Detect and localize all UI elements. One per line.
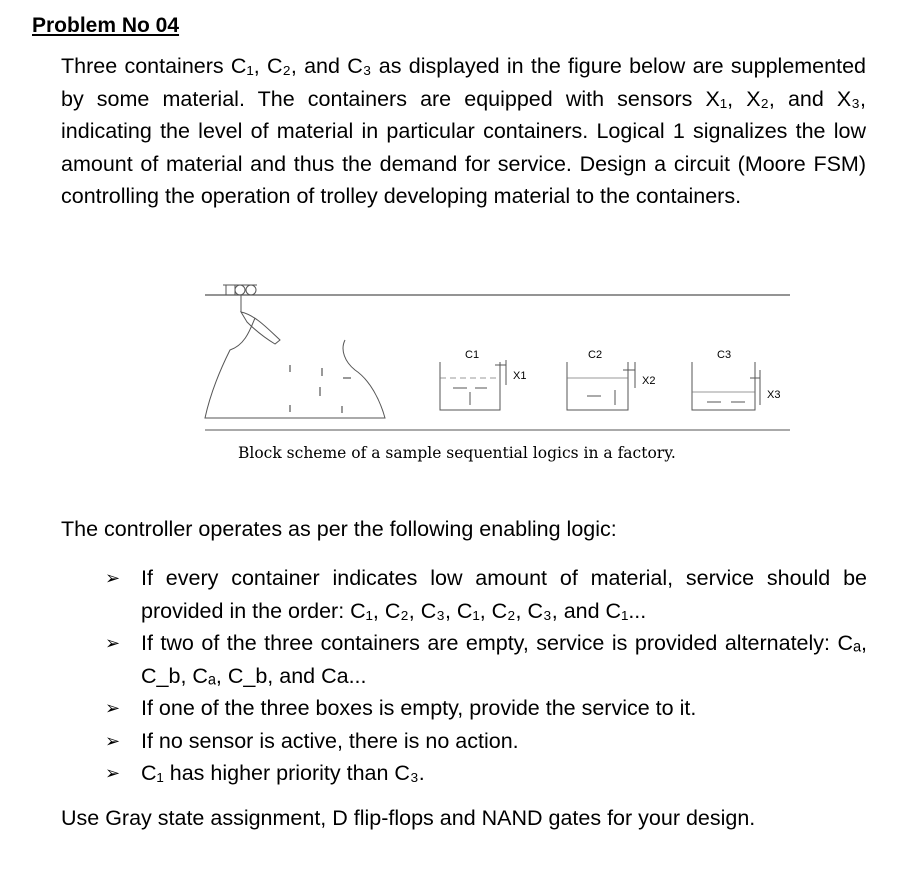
rule-text: If every container indicates low amount of material, service should be provided in the order: C₁, C₂, C₃, C₁, C₂, C₃, and C₁... [141, 566, 867, 623]
arrowhead-bullet-icon: ➢ [105, 763, 121, 783]
problem-title: Problem No 04 [32, 14, 180, 37]
arrowhead-bullet-icon: ➢ [105, 633, 121, 653]
list-item [105, 562, 867, 627]
container-c3-label: C3 [717, 349, 732, 361]
list-item [105, 692, 867, 725]
rules-list [105, 562, 867, 790]
list-item [105, 627, 867, 692]
container-c2-label: C2 [588, 349, 603, 361]
container-c2 [567, 349, 655, 410]
sensor-x1-label: X1 [513, 370, 527, 382]
trolley-bag-icon [205, 312, 385, 418]
sensor-x2-label: X2 [642, 375, 656, 387]
rule-text: If two of the three containers are empty, service is provided alternately: Cₐ, C_b, Cₐ, C_b, and Ca... [141, 631, 867, 688]
rule-text: C₁ has higher priority than C₃. [141, 761, 425, 785]
sensor-x3-label: X3 [767, 389, 781, 401]
figure-caption: Block scheme of a sample sequential logics in a factory. [238, 444, 676, 462]
factory-block-scheme [195, 270, 795, 470]
container-c1-label: C1 [465, 349, 480, 361]
arrowhead-bullet-icon: ➢ [105, 730, 121, 751]
container-c3 [692, 349, 780, 410]
rule-text: If no sensor is active, there is no action. [141, 728, 519, 753]
list-item [105, 757, 867, 790]
problem-intro: Three containers C₁, C₂, and C₃ as displayed in the figure below are supplemented by some material. The containers are equipped with sensors X₁, X₂, and X₃, indicating the level of material in particular containers. Logical 1 signalizes the low amount of material and thus the demand for service. Design a circuit (Moore FSM) controlling the operation of trolley developing material to the containers. [61, 54, 866, 208]
list-item [105, 725, 867, 758]
logic-lead: The controller operates as per the following enabling logic: [61, 517, 617, 541]
arrowhead-bullet-icon: ➢ [105, 698, 121, 718]
rule-text: If one of the three boxes is empty, provide the service to it. [141, 696, 697, 720]
trolley-wheels-icon [223, 285, 257, 312]
closing-instruction: Use Gray state assignment, D flip-flops and NAND gates for your design. [61, 806, 756, 830]
container-c1 [440, 349, 526, 410]
arrowhead-bullet-icon: ➢ [105, 568, 121, 588]
